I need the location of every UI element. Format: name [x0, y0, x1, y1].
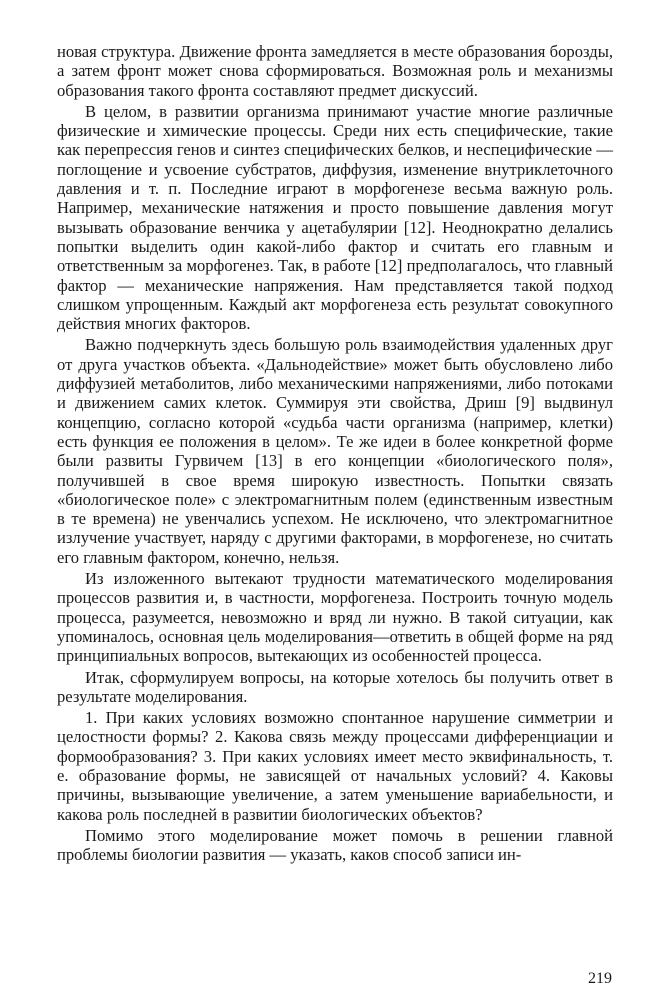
- paragraph-questions-intro: Итак, сформулируем вопросы, на которые хотелось бы получить ответ в результате моделирования.: [57, 667, 613, 706]
- paragraph-processes: В целом, в развитии организма принимают участие многие различные физические и химические процессы. Среди них есть специфические, такие как перепрессия генов и синтез специфических белков, и неспецифические — поглощение и усвоение субстратов, диффузия, изменение внутриклеточного давления и т. п. Последние играют в морфогенезе весьма важную роль. Например, механические натяжения и просто повышение давления могут вызывать образование венчика у ацетабулярии [12]. Неоднократно делались попытки выделить один какой-либо фактор и считать его главным и ответственным за морфогенез. Так, в работе [12] предполагалось, что главный фактор — механические напряжения. Нам представляется такой подход слишком упрощенным. Каждый акт морфогенеза есть результат совокупного действия многих факторов.: [57, 101, 613, 334]
- body-text: [57, 42, 613, 864]
- paragraph-modeling-difficulties: Из изложенного вытекают трудности математического моделирования процессов развития и, в частности, морфогенеза. Построить точную модель процесса, разумеется, невозможно и вряд ли нужно. В такой ситуации, как упоминалось, основная цель моделирования—ответить в общей форме на ряд принципиальных вопросов, вытекающих из особенностей процесса.: [57, 569, 613, 666]
- page-number: 219: [588, 970, 612, 987]
- paragraph-questions-list: 1. При каких условиях возможно спонтанное нарушение симметрии и целостности формы? 2. Какова связь между процессами дифференциации и формообразования? 3. При каких условиях имеет место эквифинальность, т. е. образование формы, не зависящей от начальных условий? 4. Каковы причины, вызывающие увеличение, а затем уменьшение вариабельности, и какова роль последней в развитии биологических объектов?: [57, 708, 613, 824]
- paragraph-main-problem: Помимо этого моделирование может помочь в решении главной проблемы биологии развития — указать, каков способ записи ин-: [57, 825, 613, 865]
- paragraph-continuation: новая структура. Движение фронта замедляется в месте образования борозды, а затем фронт может снова сформироваться. Возможная роль и механизмы образования такого фронта составляют предмет дискуссий.: [57, 42, 613, 100]
- paragraph-long-range-interaction: Важно подчеркнуть здесь большую роль взаимодействия удаленных друг от друга участков объекта. «Дальнодействие» может быть обусловлено либо диффузией метаболитов, либо механическими напряжениями, либо потоками и движением самих клеток. Суммируя эти свойства, Дриш [9] выдвинул концепцию, согласно которой «судьба части организма (например, клетки) есть функция ее положения в целом». Те же идеи в более конкретной форме были развиты Гурвичем [13] в его концепции «биологического поля», получившей в свое время широкую известность. Попытки связать «биологическое поле» с электромагнитным полем (единственным известным в те времена) не увенчались успехом. Не исключено, что электромагнитное излучение участвует, наряду с другими факторами, в морфогенезе, но считать его главным фактором, конечно, нельзя.: [57, 335, 613, 567]
